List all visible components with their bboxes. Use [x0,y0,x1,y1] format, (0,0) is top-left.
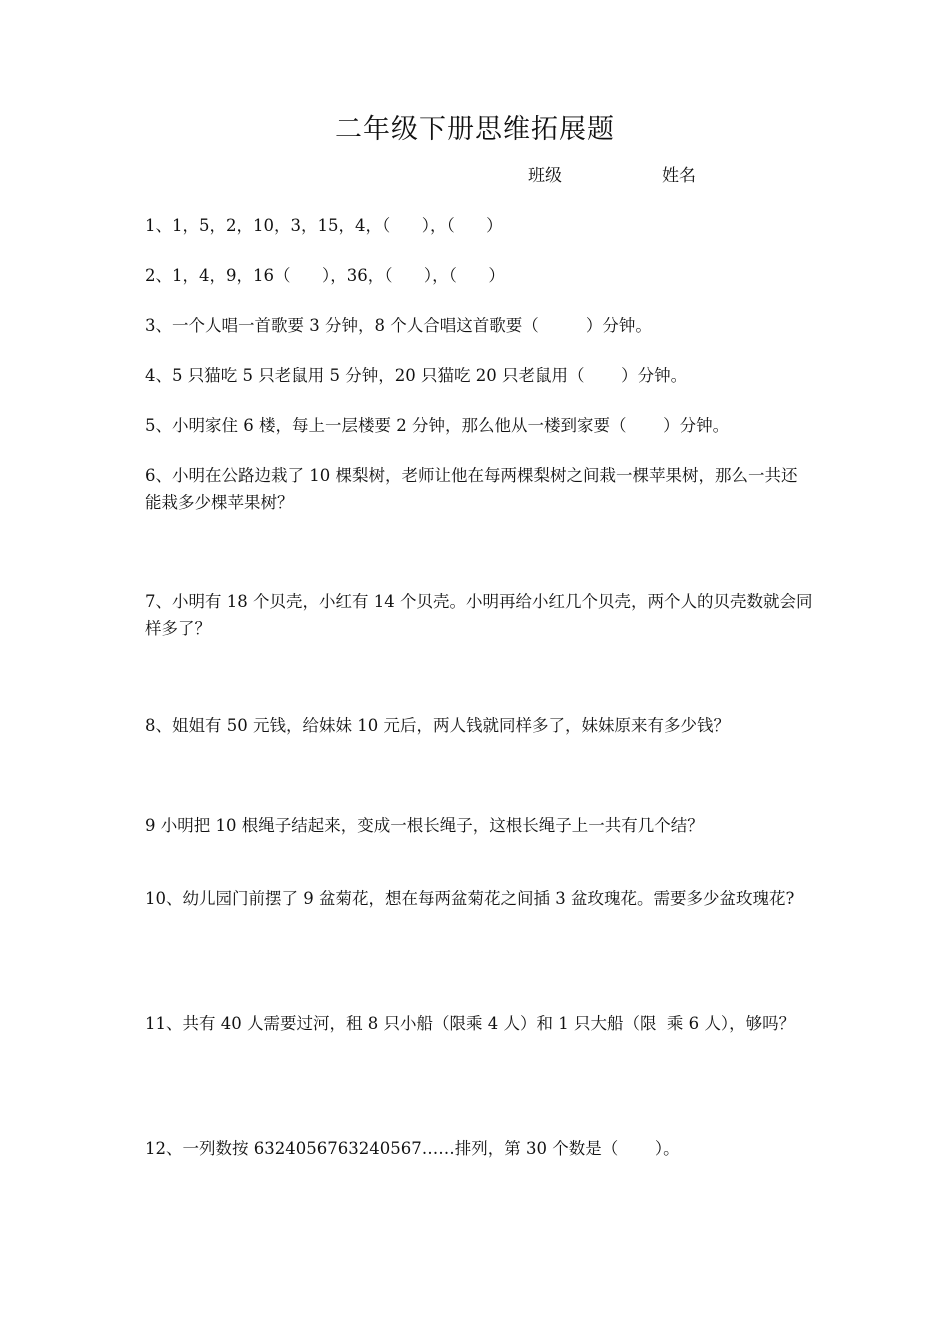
page-title: 二年级下册思维拓展题 [335,114,615,145]
question-12: 12、一列数按 6324056763240567……排列，第 30 个数是（ ）。 [145,1139,680,1158]
question-3: 3、一个人唱一首歌要 3 分钟，8 个人合唱这首歌要（ ）分钟。 [145,316,652,335]
question-8: 8、姐姐有 50 元钱，给妹妹 10 元后，两人钱就同样多了，妹妹原来有多少钱？ [145,716,730,735]
name-label: 姓名 [662,166,696,186]
question-6: 6、小明在公路边栽了 10 棵梨树，老师让他在每两棵梨树之间栽一棵苹果树，那么一共还能栽多少棵苹果树？ [145,466,798,512]
question-2: 2、1，4，9，16（ ），36，（ ），（ ） [145,266,505,285]
question-7: 7、小明有 18 个贝壳，小红有 14 个贝壳。小明再给小红几个贝壳，两个人的贝壳数就会同样多了？ [145,592,813,638]
question-4: 4、5 只猫吃 5 只老鼠用 5 分钟，20 只猫吃 20 只老鼠用（ ）分钟。 [145,366,688,385]
question-9: 9 小明把 10 根绳子结起来，变成一根长绳子，这根长绳子上一共有几个结？ [145,816,704,835]
class-label: 班级 [528,166,562,186]
question-11: 11、共有 40 人需要过河，租 8 只小船（限乘 4 人）和 1 只大船（限 乘 6 人），够吗？ [145,1014,796,1033]
question-10: 10、幼儿园门前摆了 9 盆菊花，想在每两盆菊花之间插 3 盆玫瑰花。需要多少盆玫瑰花? [145,889,795,908]
question-5: 5、小明家住 6 楼，每上一层楼要 2 分钟，那么他从一楼到家要（ ）分钟。 [145,416,730,435]
question-1: 1、1，5，2，10，3，15，4，（ ），（ ） [145,216,503,235]
